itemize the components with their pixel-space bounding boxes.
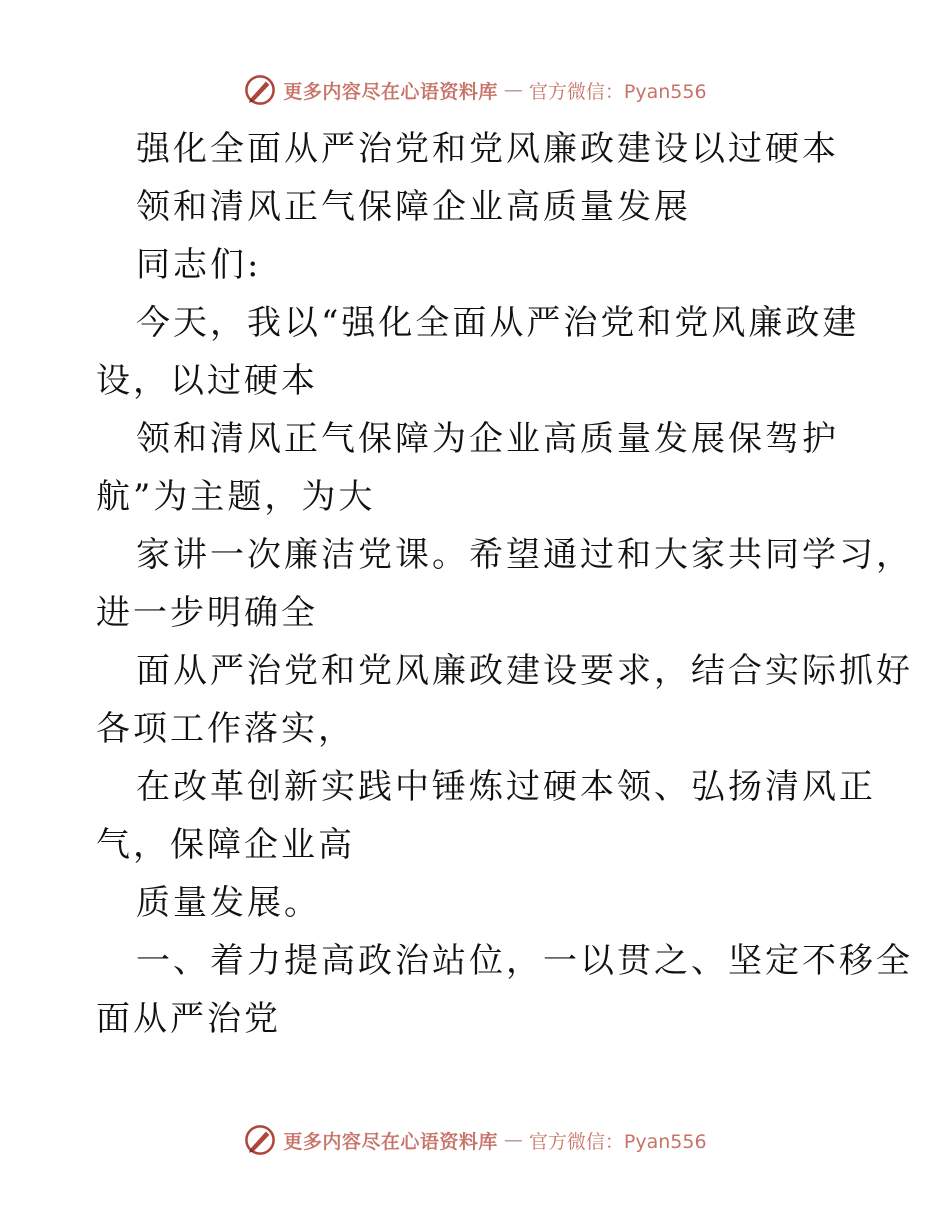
banner-text: 更多内容尽在心语资料库 bbox=[283, 80, 498, 103]
pen-logo-icon bbox=[243, 1123, 277, 1157]
banner-text: 更多内容尽在心语资料库 bbox=[283, 1130, 498, 1153]
pen-logo-icon bbox=[243, 73, 277, 107]
doc-line: 领和清风正气保障企业高质量发展 bbox=[136, 187, 691, 227]
doc-line: 强化全面从严治党和党风廉政建设以过硬本 bbox=[136, 129, 839, 169]
doc-line: 设，以过硬本 bbox=[96, 361, 318, 401]
doc-line: 各项工作落实， bbox=[96, 709, 355, 749]
banner-separator: — bbox=[503, 1129, 523, 1151]
document-body bbox=[96, 120, 913, 1048]
banner-inner bbox=[243, 73, 706, 107]
header-watermark-banner bbox=[0, 70, 950, 110]
doc-line: 质量发展。 bbox=[136, 883, 321, 923]
doc-line: 家讲一次廉洁党课。希望通过和大家共同学习， bbox=[136, 535, 913, 575]
banner-handle: 官方微信：Pyan556 bbox=[528, 80, 707, 103]
banner-handle: 官方微信：Pyan556 bbox=[528, 1130, 707, 1153]
doc-line: 面从严治党和党风廉政建设要求，结合实际抓好 bbox=[136, 651, 913, 691]
doc-line: 一、着力提高政治站位，一以贯之、坚定不移全 bbox=[136, 941, 913, 981]
banner-inner bbox=[243, 1123, 706, 1157]
doc-line: 气，保障企业高 bbox=[96, 825, 355, 865]
doc-line: 进一步明确全 bbox=[96, 593, 318, 633]
doc-line: 今天，我以“强化全面从严治党和党风廉政建 bbox=[136, 303, 860, 343]
doc-line: 领和清风正气保障为企业高质量发展保驾护 bbox=[136, 419, 839, 459]
doc-line: 面从严治党 bbox=[96, 999, 281, 1039]
doc-line: 在改革创新实践中锤炼过硬本领、弘扬清风正 bbox=[136, 767, 876, 807]
footer-watermark-banner bbox=[0, 1120, 950, 1160]
doc-line: 同志们: bbox=[136, 245, 262, 285]
banner-separator: — bbox=[503, 79, 523, 101]
doc-line: 航”为主题，为大 bbox=[96, 477, 376, 517]
